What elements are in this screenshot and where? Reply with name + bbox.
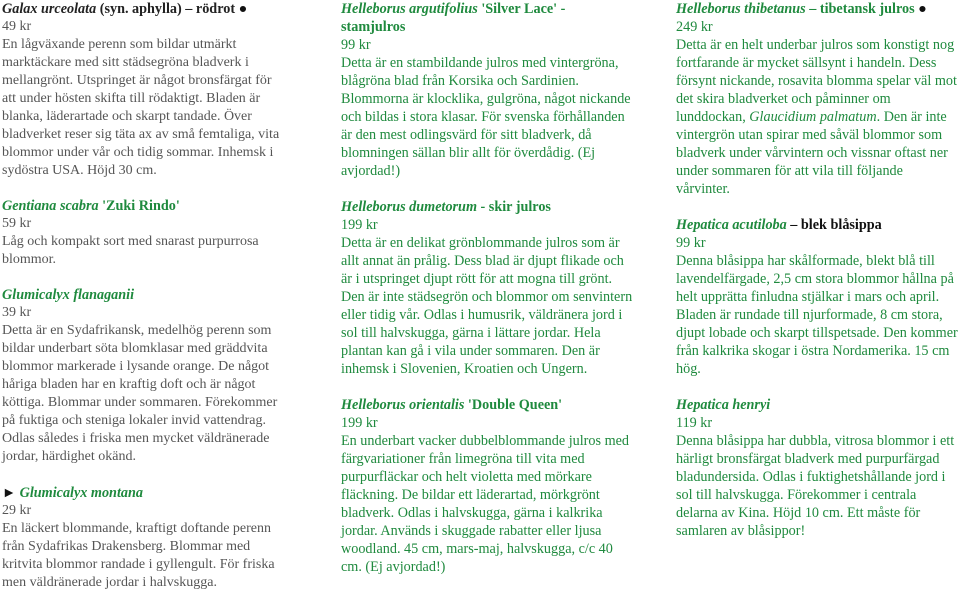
cultivar-name: 'Double Queen': [464, 397, 563, 413]
arrow-right-icon: ►: [2, 485, 17, 501]
entry-title: [676, 0, 960, 18]
description: En läckert blommande, kraftigt doftande perenn från Sydafrikas Drakensberg. Blommar med kritvita blommor randade i gyllengult. För friska men väldränerade jordar i halvskugga.: [2, 521, 275, 590]
genus-name: Helleborus orientalis: [341, 397, 465, 413]
price: 199 kr: [341, 217, 378, 233]
entry-title: [341, 396, 633, 414]
entry-title: [676, 216, 960, 234]
cultivar-name: 'Zuki Rindo': [98, 198, 180, 214]
common-name: (syn. aphylla) – rödrot: [96, 1, 239, 17]
entry-title: [2, 197, 288, 215]
description: Låg och kompakt sort med snarast purpurrosa blommor.: [2, 234, 259, 267]
entry-hepatica-henryi: [676, 396, 960, 540]
entry-title: [2, 484, 288, 502]
description: En underbart vacker dubbelblommande julros med färgvariationer från limegröna till vita med purpurfläckar och helt violetta med mörkare fläckning. De bildar ett läderartad, mörkgrönt bladverk. Odlas i halvskugga, gärna i kalkrika jordar. Används i skuggade rabatter eller ljusa woodland. 45 cm, mars-maj, halvskugga, c/c 40 cm. (Ej avjordad!): [341, 433, 629, 575]
entry-title: [341, 0, 633, 36]
description: En lågväxande perenn som bildar utmärkt marktäckare med sitt städsegröna bladverk i mellangrönt. Utspringet är något bronsfärgat för att under hösten skifta till rödaktigt. Bladen är blanka, läderartade och skarpt tandade. Över bladverket reser sig täta ax av små femtaliga, vita blommor under vår och tidig sommar. Inhemsk i sydöstra USA. Höjd 30 cm.: [2, 37, 280, 178]
entry-title: [676, 396, 960, 414]
common-name: – blek blåsippa: [786, 217, 882, 233]
column-3: [676, 0, 960, 540]
entry-helleborus-orientalis: [341, 396, 633, 576]
description: Detta är en stambildande julros med vintergröna, blågröna blad från Korsika och Sardinien. Blommorna är klocklika, gulgröna, något nickande och bildas i stora klasar. För svenska förhållanden är den mest odlingsvärd för sitt bladverk, då blomningen sällan blir allt för överdådig. (Ej avjordad!): [341, 55, 631, 179]
genus-name: Helleborus thibetanus: [676, 1, 806, 17]
genus-name: Helleborus dumetorum: [341, 199, 477, 215]
genus-name: Hepatica henryi: [676, 397, 771, 413]
genus-name: Glumicalyx montana: [19, 485, 143, 501]
price: 99 kr: [676, 235, 706, 251]
description: Denna blåsippa har dubbla, vitrosa blommor i ett härligt bronsfärgat bladverk med purpurfärgad bladundersida. Odlas i fuktighetshållande jord i sol till halvskugga. Förekommer i centrala delarna av Kina. Höjd 10 cm. Ett måste för samlaren av blåsippor!: [676, 433, 955, 539]
price: 29 kr: [2, 503, 32, 518]
entry-galax-urceolata: [2, 0, 288, 180]
entry-glumicalyx-montana: [2, 484, 288, 592]
column-1: [2, 0, 288, 592]
entry-gentiana-scabra: [2, 197, 288, 269]
entry-helleborus-argutifolius: [341, 0, 633, 180]
entry-helleborus-thibetanus: [676, 0, 960, 198]
cultivar-name: 'Silver Lace' - stamjulros: [341, 1, 566, 35]
entry-helleborus-dumetorum: [341, 198, 633, 378]
price: 249 kr: [676, 19, 713, 35]
description: [676, 36, 960, 198]
genus-name: Helleborus argutifolius: [341, 1, 478, 17]
price: 199 kr: [341, 415, 378, 431]
description: Denna blåsippa har skålformade, blekt blå till lavendelfärgade, 2,5 cm stora blommor hållna på helt upprätta finludna stjälkar i mars och april. Bladen är rundade till njurformade, 8 cm stora, djupt lobade och skarpt tillspetsade. Den kommer från kalkrika skogar i östra Nordamerika. 15 cm hög.: [676, 253, 958, 377]
price: 39 kr: [2, 305, 32, 320]
genus-name: Gentiana scabra: [2, 198, 99, 214]
column-2: [341, 0, 633, 576]
genus-name: Hepatica acutiloba: [676, 217, 787, 233]
genus-name: Glumicalyx flanaganii: [2, 287, 135, 303]
common-name: - skir julros: [476, 199, 551, 215]
description: Detta är en delikat grönblommande julros som är allt annat än prålig. Dess blad är djupt flikade och är i utspringet djupt rött för att mogna till grönt. Den är inte städsegrön och blommor om senvintern eller tidig vår. Odlas i humusrik, väldränera jord i sol till halvskugga, gärna i lättare jordar. Hela plantan kan gå i vila under sommaren. Den är inhemsk i Slovenien, Kroatien och Ungern.: [341, 235, 633, 377]
common-name: – tibetansk julros: [805, 1, 919, 17]
price: 99 kr: [341, 37, 371, 53]
entry-title: [2, 0, 288, 18]
entry-hepatica-acutiloba: [676, 216, 960, 378]
description: Detta är en Sydafrikansk, medelhög perenn som bildar underbart söta blomklasar med gräddvita blommor markerade i lysande orange. De något håriga bladen har en kraftig doft och är något köttiga. Blommar under sommaren. Förekommer på fuktiga och steniga lokaler invid vattendrag. Odlas således i friska men mycket väldränerade jordar, härdighet okänd.: [2, 323, 278, 464]
description-part: Detta är en helt underbar julros som konstigt nog fortfarande är mycket sällsynt i handeln. Dess försynt nickande, rosavita blomma spelar väl mot det skira bladverket och påminner om lunddockan,: [676, 37, 957, 125]
price: 49 kr: [2, 19, 32, 34]
bullet-icon: ●: [918, 1, 927, 17]
price: 59 kr: [2, 216, 32, 231]
entry-title: [2, 286, 288, 304]
description-part: . Den är inte vintergrön utan spirar med såväl blommor som bladverk under vårvintern och vissnar oftast ner under sommaren för att vila till följande vårvinter.: [676, 109, 948, 197]
description-latin-name: Glaucidium palmatum: [749, 109, 877, 125]
bullet-icon: ●: [238, 1, 248, 17]
entry-glumicalyx-flanaganii: [2, 286, 288, 466]
price: 119 kr: [676, 415, 713, 431]
entry-title: [341, 198, 633, 216]
genus-name: Galax urceolata: [2, 1, 97, 17]
